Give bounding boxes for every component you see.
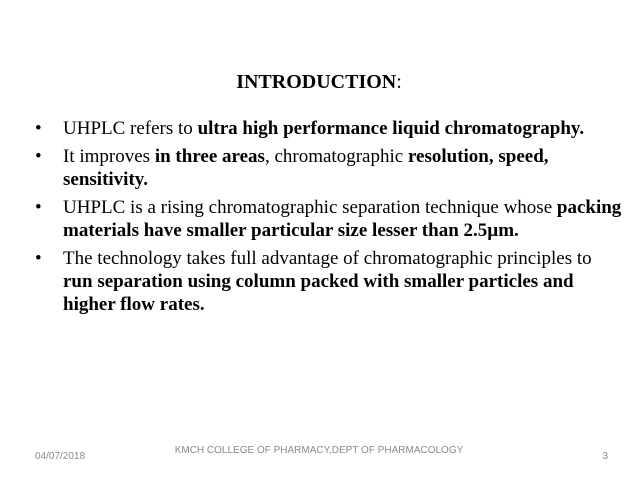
bullet-text-bold: ultra high performance liquid chromatography.: [197, 118, 585, 139]
bullet-text-bold: resolution, speed, sensitivity.: [63, 146, 549, 190]
bullet-item: [35, 145, 625, 191]
bullet-text: , chromatographic: [264, 146, 408, 167]
bullet-list: [35, 117, 625, 321]
page-number: 3: [602, 451, 608, 462]
bullet-item: [35, 247, 625, 316]
slide-title-suffix: :: [396, 71, 402, 93]
bullet-text: UHPLC refers to: [63, 118, 198, 139]
bullet-item: [35, 196, 625, 242]
bullet-glyph: •: [35, 197, 42, 218]
bullet-glyph: •: [35, 118, 42, 139]
bullet-text: The technology takes full advantage of chromatographic principles to: [63, 248, 592, 269]
bullet-text: It improves: [63, 146, 155, 167]
bullet-glyph: •: [35, 146, 42, 167]
bullet-text: UHPLC is a rising chromatographic separation technique whose: [63, 197, 557, 218]
footer-date: 04/07/2018: [35, 451, 86, 462]
bullet-text-bold: run separation using column packed with smaller particles and higher flow rates.: [63, 271, 574, 315]
footer-institution: KMCH COLLEGE OF PHARMACY,DEPT OF PHARMACOLOGY: [174, 445, 464, 456]
bullet-item: [35, 117, 625, 140]
bullet-glyph: •: [35, 248, 42, 269]
bullet-text-bold: in three areas: [154, 146, 265, 167]
slide-title: [0, 70, 638, 94]
bullet-text-bold: packing materials have smaller particular size lesser than 2.5µm.: [63, 197, 622, 241]
slide-title-main: INTRODUCTION: [236, 71, 397, 93]
